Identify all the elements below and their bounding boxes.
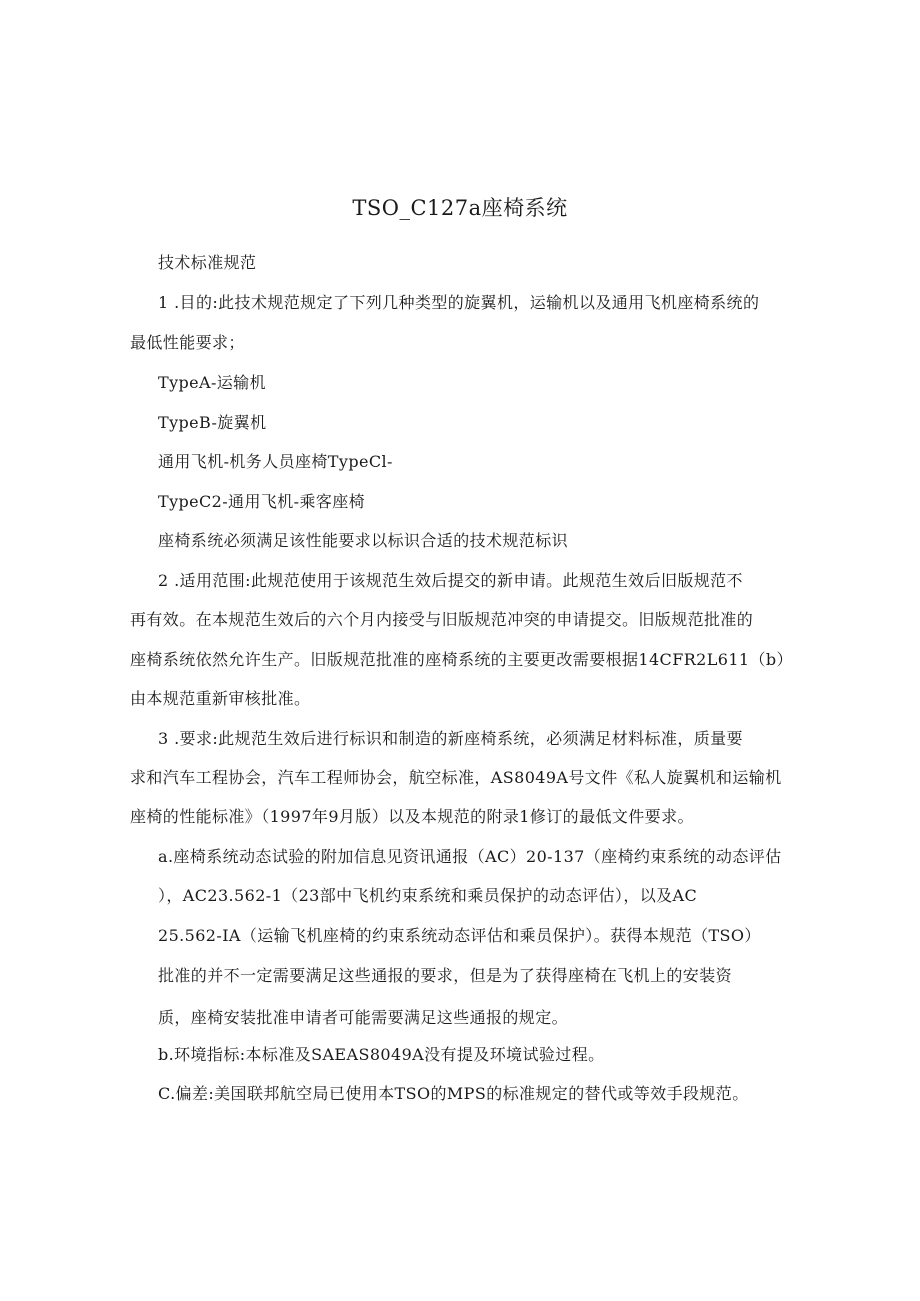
- paragraph-line: 再有效。在本规范生效后的六个月内接受与旧版规范冲突的申请提交。旧版规范批准的: [130, 610, 754, 629]
- list-item: TypeA-运输机: [158, 373, 266, 392]
- paragraph-line: 2 .适用范围:此规范使用于该规范生效后提交的新申请。此规范生效后旧版规范不: [158, 571, 743, 590]
- paragraph-line: 质，座椅安装批准申请者可能需要满足这些通报的规定。: [158, 1008, 569, 1027]
- paragraph-line: 座椅系统必须满足该性能要求以标识合适的技术规范标识: [158, 531, 569, 550]
- paragraph-line: ），AC23.562-1（23部中飞机约束系统和乘员保护的动态评估），以及AC: [158, 886, 698, 905]
- paragraph-line: 25.562-IA（运输飞机座椅的约束系统动态评估和乘员保护）。获得本规范（TSO）: [158, 926, 761, 945]
- paragraph-line: 求和汽车工程协会，汽车工程师协会，航空标准，AS8049A号文件《私人旋翼机和运输机: [130, 768, 782, 787]
- paragraph-line: a.座椅系统动态试验的附加信息见资讯通报（AC）20-137（座椅约束系统的动态评估: [158, 847, 782, 866]
- paragraph-line: 座椅系统依然允许生产。旧版规范批准的座椅系统的主要更改需要根据14CFR2L611（b）: [130, 650, 793, 669]
- list-item: 通用飞机-机务人员座椅TypeCl-: [158, 452, 393, 471]
- paragraph-line: C.偏差:美国联邦航空局已使用本TSO的MPS的标准规定的替代或等效手段规范。: [158, 1084, 749, 1103]
- paragraph-line: 座椅的性能标准》（1997年9月版）以及本规范的附录1修订的最低文件要求。: [130, 807, 694, 826]
- section-heading: 技术标准规范: [158, 253, 257, 272]
- paragraph-line: 1 .目的:此技术规范规定了下列几种类型的旋翼机，运输机以及通用飞机座椅系统的: [158, 293, 760, 312]
- list-item: TypeB-旋翼机: [158, 413, 267, 432]
- document-title: TSO_C127a座椅系统: [352, 196, 568, 220]
- paragraph-line: 由本规范重新审核批准。: [130, 689, 311, 708]
- paragraph-line: 批准的并不一定需要满足这些通报的要求，但是为了获得座椅在飞机上的安装资: [158, 966, 733, 985]
- paragraph-line: 最低性能要求；: [130, 333, 245, 352]
- list-item: TypeC2-通用飞机-乘客座椅: [158, 492, 366, 511]
- paragraph-line: 3 .要求:此规范生效后进行标识和制造的新座椅系统，必须满足材料标准，质量要: [158, 729, 743, 748]
- paragraph-line: b.环境指标:本标准及SAEAS8049A没有提及环境试验过程。: [158, 1045, 605, 1064]
